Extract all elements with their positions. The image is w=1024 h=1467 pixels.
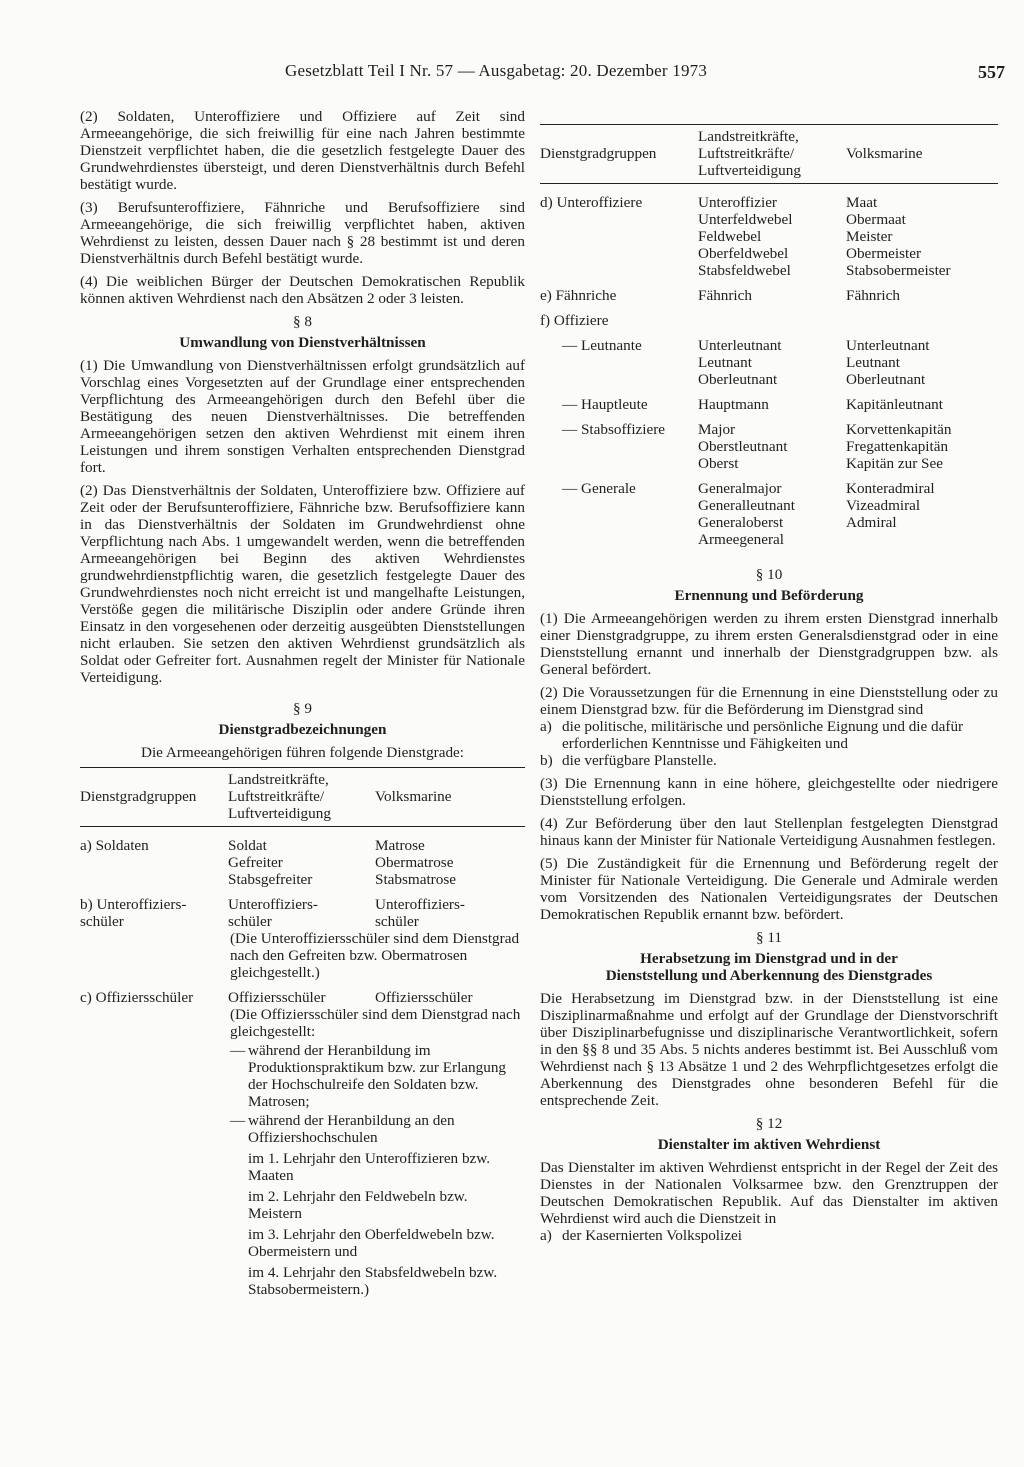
list-item-text: während der Heranbildung an den Offiziershochschulen — [248, 1112, 455, 1146]
table-row — [540, 310, 998, 329]
list-letter: b) — [540, 752, 553, 769]
list-item: im 4. Lehrjahr den Stabsfeldwebeln bzw. Stabsobermeistern.) — [248, 1264, 498, 1298]
column-header: Dienstgradgruppen — [540, 145, 657, 162]
rank-subgroup: — Generale — [562, 480, 636, 497]
ranks-navy: Kapitänleutnant — [846, 396, 943, 413]
page-header — [0, 62, 1024, 88]
ranks-land: Generalmajor Generalleutnant Generaloberst Armeegeneral — [698, 480, 795, 548]
paragraph: (1) Die Armeeangehörigen werden zu ihrem ersten Dienstgrad innerhalb einer Dienstgradgruppe, zu ihrem ersten Generalsdienstgrad oder in eine Dienststellung ernannt und innerhalb der Dienstgradgruppen bzw. als General befördert. — [540, 610, 998, 678]
table-row — [540, 192, 998, 279]
list-item: im 3. Lehrjahr den Oberfeldwebeln bzw. Obermeistern und — [248, 1226, 495, 1260]
paragraph: (4) Die weiblichen Bürger der Deutschen Demokratischen Republik können aktiven Wehrdienst nach den Absätzen 2 oder 3 leisten. — [80, 273, 525, 307]
table-row — [540, 419, 998, 472]
rank-group: d) Unteroffiziere — [540, 194, 643, 211]
list-item-text: die politische, militärische und persönliche Eignung und die dafür erforderlichen Kenntnisse und Fähigkeiten und — [562, 718, 964, 752]
rank-subgroup: — Hauptleute — [562, 396, 648, 413]
table-row — [80, 835, 525, 888]
list-item-text: während der Heranbildung im Produktionspraktikum bzw. zur Erlangung der Hochschulreife den Soldaten bzw. Matrosen; — [248, 1042, 507, 1110]
section-number: § 12 — [755, 1115, 783, 1132]
ranks-navy: Maat Obermaat Meister Obermeister Stabsobermeister — [846, 194, 951, 279]
list-item — [540, 718, 998, 752]
paragraph: (4) Zur Beförderung über den laut Stellenplan festgelegten Dienstgrad hinaus kann der Minister für Nationale Verteidigung Ausnahmen festlegen. — [540, 815, 998, 849]
ranks-navy: Konteradmiral Vizeadmiral Admiral — [846, 480, 935, 531]
paragraph: (5) Die Zuständigkeit für die Ernennung und Beförderung regelt der Minister für Nationale Verteidigung. Die Generale und Admirale werden vom Vorsitzenden des Nationalen Verteidigungsrates der Deutschen Demokratischen Republik ernannt bzw. befördert. — [540, 855, 998, 923]
paragraph: Das Dienstalter im aktiven Wehrdienst entspricht in der Regel der Zeit des Dienstes in der Nationalen Volksarmee bzw. den Grenztruppen der Deutschen Demokratischen Republik. Auf das Dienstalter im aktiven Wehrdienst wird auch die Dienstzeit in — [540, 1159, 998, 1227]
table-rule — [80, 826, 525, 827]
ranks-navy: Matrose Obermatrose Stabsmatrose — [375, 837, 456, 888]
list-item-text: der Kasernierten Volkspolizei — [562, 1227, 742, 1244]
ranks-navy: Korvettenkapitän Fregattenkapitän Kapitän zur See — [846, 421, 952, 472]
paragraph: (2) Das Dienstverhältnis der Soldaten, Unteroffiziere bzw. Offiziere auf Zeit oder der Berufsunteroffiziere, Fähnriche bzw. Berufsoffiziere kann in das Dienstverhältnis der Soldaten im Grundwehrdienst ohne Verpflichtung nach Abs. 1 umgewandelt werden, wenn die betreffenden Armeeangehörigen bei Beginn des aktiven Wehrdienstes grundwehrdienstpflichtig waren, die gesetzlich festgelegte Dauer des Grundwehrdienstes noch nicht erreicht ist und mangelhafte Leistungen, Verstöße gegen die militärische Disziplin oder andere Gründe ihren Einsatz in den vorgesehenen oder derzeitig ausgeübten Dienststellungen nicht erlauben. Sie setzen den aktiven Wehrdienst grundsätzlich als Soldat oder Gefreiter fort. Ausnahmen regelt der Minister für Nationale Verteidigung. — [80, 482, 525, 686]
dash-bullet: — — [230, 1042, 246, 1059]
paragraph: (3) Die Ernennung kann in eine höhere, gleichgestellte oder niedrigere Dienststellung erfolgen. — [540, 775, 998, 809]
ranks-land: Unteroffiziers- schüler — [228, 896, 318, 930]
table-note: (Die Offiziersschüler sind dem Dienstgrad nach gleichgestellt: — [230, 1006, 521, 1040]
section-number: § 9 — [293, 700, 312, 717]
section-title: Dienststellung und Aberkennung des Dienstgrades — [605, 967, 933, 984]
table-header-row — [80, 768, 525, 826]
paragraph: (2) Soldaten, Unteroffiziere und Offiziere auf Zeit sind Armeeangehörige, die sich freiwillig für eine nach Jahren bestimmte Dienstzeit verpflichtet haben, die die gesetzlich festgelegte Dauer des Grundwehrdienstes übersteigt, und deren Dienstverhältnis durch Befehl bestätigt wurde. — [80, 108, 525, 193]
list-item — [540, 1227, 998, 1244]
rank-table — [80, 767, 525, 1298]
list-item-text: die verfügbare Planstelle. — [562, 752, 717, 769]
paragraph: (3) Berufsunteroffiziere, Fähnriche und Berufsoffiziere sind Armeeangehörige, die sich freiwillig verpflichtet haben, aktiven Wehrdienst zu leisten, dessen Dauer nach § 28 bestimmt ist und deren Dienstverhältnis durch Befehl bestätigt wurde. — [80, 199, 525, 267]
table-row — [540, 478, 998, 548]
ranks-navy: Unterleutnant Leutnant Oberleutnant — [846, 337, 930, 388]
right-column — [540, 124, 998, 1244]
section-title: Dienstgradbezeichnungen — [218, 721, 387, 738]
header-title: Gesetzblatt Teil I Nr. 57 — Ausgabetag: 20. Dezember 1973 — [285, 61, 708, 80]
left-column — [80, 108, 525, 1298]
column-header: Landstreitkräfte, Luftstreitkräfte/ Luftverteidigung — [698, 128, 801, 179]
section-title: Ernennung und Beförderung — [674, 587, 864, 604]
section-title: Herabsetzung im Dienstgrad und in der — [640, 950, 898, 967]
table-note: (Die Unteroffiziersschüler sind dem Dienstgrad nach den Gefreiten bzw. Obermatrosen gleichgestellt.) — [230, 930, 520, 981]
list-letter: a) — [540, 1227, 552, 1244]
ranks-land: Unterleutnant Leutnant Oberleutnant — [698, 337, 782, 388]
column-header: Landstreitkräfte, Luftstreitkräfte/ Luftverteidigung — [228, 771, 331, 822]
section-title: Dienstalter im aktiven Wehrdienst — [657, 1136, 881, 1153]
section-number: § 8 — [293, 313, 312, 330]
rank-group: a) Soldaten — [80, 837, 149, 854]
list-letter: a) — [540, 718, 552, 735]
section-title: Umwandlung von Dienstverhältnissen — [179, 334, 426, 351]
section-number: § 11 — [755, 929, 782, 946]
rank-subgroup: — Stabsoffiziere — [562, 421, 666, 438]
paragraph: (1) Die Umwandlung von Dienstverhältnissen erfolgt grundsätzlich auf Vorschlag eines Vorgesetzten auf der Grundlage einer entsprechenden Verpflichtung des Armeeangehörigen durch den Befehl über die Bestätigung des neuen Dienstverhältnisses. Die betreffenden Armeeangehörigen setzen den aktiven Wehrdienst mit einem ihren Leistungen und ihrem sonstigen Verhalten entsprechenden Dienstgrad fort. — [80, 357, 525, 476]
table-row — [80, 894, 525, 930]
ranks-land: Offiziersschüler — [228, 989, 326, 1006]
rank-group: f) Offiziere — [540, 312, 609, 329]
column-header: Volksmarine — [846, 145, 923, 162]
section-number: § 10 — [755, 566, 783, 583]
ranks-navy: Offiziersschüler — [375, 989, 473, 1006]
column-header: Dienstgradgruppen — [80, 788, 197, 805]
ranks-navy: Unteroffiziers- schüler — [375, 896, 465, 930]
table-header-row — [540, 125, 998, 183]
table-row — [80, 987, 525, 1006]
ranks-navy: Fähnrich — [846, 287, 900, 304]
rank-table-continued — [540, 124, 998, 548]
table-note-list — [230, 1042, 525, 1298]
ranks-land: Hauptmann — [698, 396, 769, 413]
list-item: im 2. Lehrjahr den Feldwebeln bzw. Meistern — [248, 1188, 468, 1222]
ranks-land: Fähnrich — [698, 287, 752, 304]
list-item: im 1. Lehrjahr den Unteroffizieren bzw. Maaten — [248, 1150, 491, 1184]
table-row — [540, 285, 998, 304]
rank-subgroup: — Leutnante — [562, 337, 642, 354]
table-row — [540, 394, 998, 413]
ranks-land: Unteroffizier Unterfeldwebel Feldwebel Oberfeldwebel Stabsfeldwebel — [698, 194, 793, 279]
dash-bullet: — — [230, 1112, 246, 1129]
table-row — [540, 335, 998, 388]
ranks-land: Major Oberstleutnant Oberst — [698, 421, 788, 472]
column-header: Volksmarine — [375, 788, 452, 805]
paragraph: Die Herabsetzung im Dienstgrad bzw. in der Dienststellung ist eine Disziplinarmaßnahme und erfolgt auf der Grundlage der Dienstvorschrift über Disziplinarbefugnisse und disziplinarische Verantwortlichkeit, sofern in den §§ 8 und 35 Abs. 5 nichts anderes bestimmt ist. Bei Ausschluß vom Wehrdienst nach § 13 Absätze 1 und 2 des Wehrpflichtgesetzes erfolgt die Aberkennung des Dienstgrades ohne besonderen Befehl für die entsprechende Zeit. — [540, 990, 998, 1109]
rank-group: c) Offiziersschüler — [80, 989, 194, 1006]
rank-group: b) Unteroffiziers- schüler — [80, 896, 187, 930]
list-item — [540, 752, 998, 769]
list-item — [230, 1112, 525, 1146]
paragraph: Die Armeeangehörigen führen folgende Dienstgrade: — [140, 744, 465, 761]
list-item — [230, 1042, 525, 1110]
table-rule — [540, 183, 998, 184]
page-number: 557 — [978, 62, 1005, 82]
paragraph: (2) Die Voraussetzungen für die Ernennung in eine Dienststellung oder zu einem Dienstgrad bzw. für die Beförderung im Dienstgrad sind — [540, 684, 998, 718]
rank-group: e) Fähnriche — [540, 287, 617, 304]
ranks-land: Soldat Gefreiter Stabsgefreiter — [228, 837, 313, 888]
